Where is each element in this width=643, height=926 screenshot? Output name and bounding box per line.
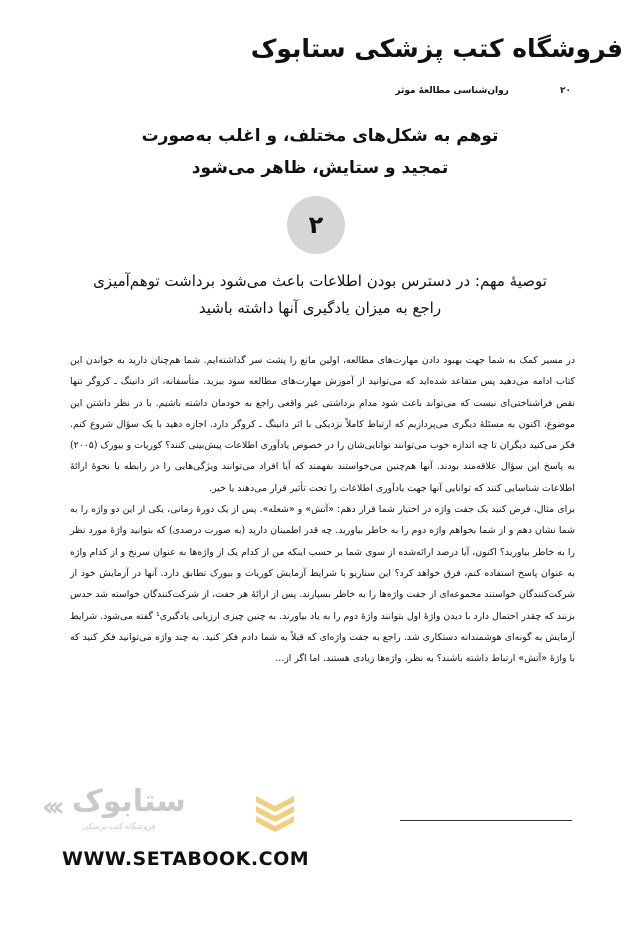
footnote-rule bbox=[400, 820, 572, 821]
chapter-number: ۲ bbox=[308, 211, 324, 239]
chapter-heading-line-2: تمجید و ستایش، ظاهر می‌شود bbox=[191, 158, 449, 178]
body-text bbox=[70, 350, 575, 669]
running-head bbox=[395, 86, 571, 96]
chapter-number-badge bbox=[287, 196, 345, 254]
page-number: ۲۰ bbox=[560, 86, 571, 96]
paragraph-1: در مسیر کمک به شما جهت بهبود دادن مهارت‌های مطالعه، اولین مانع را پشت سر گذاشته‌ایم. شما هم‌چنان دارید به خواندن این کتاب ادامه می‌دهید پس متقاعد شده‌اید که می‌توانید از آموزش مهارت‌های مطالعه سود ببرید. متأسفانه، اثر دانینگ ـ کروگر تنها نقص فراشناختی‌ای نیست که می‌تواند باعث شود مدام برداشتی غیر واقعی راجع به خودمان داشته باشیم. با در نظر داشتن این موضوع، اکنون به مسئلهٔ دیگری می‌پردازیم که ارتباط کاملاً نزدیکی با اثر دانینگ ـ کروگر دارد. اجازه دهید با یک سؤال شروع کنم. فکر می‌کنید دیگران تا چه اندازه خوب می‌توانند توانایی‌شان را در خصوص یادآوری اطلاعات پیش‌بینی کنند؟ کوریات و بیورک (۲۰۰۵) به پاسخ این سؤال علاقه‌مند بودند. آنها هم‌چنین می‌خواستند بفهمند که آیا افراد می‌توانند ویژگی‌هایی را در رابطه با نحوهٔ ارائهٔ اطلاعات شناسایی کنند که توانایی آنها جهت یادآوری اطلاعات را تحت تأثیر قرار می‌دهند یا خیر. bbox=[69, 355, 575, 494]
watermark-tagline: فروشگاه کتب پزشکی bbox=[82, 822, 156, 831]
store-title: فروشگاه کتب پزشکی ستابوک bbox=[250, 34, 623, 63]
chapter-heading-line-1: توهم به شکل‌های مختلف، و اغلب به‌صورت bbox=[141, 126, 499, 146]
chevrons-icon: ‹‹‹ bbox=[42, 790, 59, 823]
key-tip-line-2: راجع به میزان یادگیری آنها داشته باشید bbox=[198, 299, 442, 317]
key-tip-line-1: توصیهٔ مهم: در دسترس بودن اطلاعات باعث می‌شود برداشت توهم‌آمیزی bbox=[93, 272, 547, 290]
site-url: WWW.SETABOOK.COM bbox=[62, 848, 310, 870]
watermark-brand: ستابوک bbox=[72, 784, 186, 819]
key-tip bbox=[40, 268, 600, 322]
setabook-watermark bbox=[42, 782, 312, 838]
book-logo-icon bbox=[252, 788, 298, 834]
chapter-heading bbox=[60, 120, 580, 184]
running-title: روان‌شناسی مطالعهٔ موثر bbox=[395, 86, 509, 96]
paragraph-2: برای مثال، فرض کنید یک جفت واژه در اختیار شما قرار دهم: «آتش» و «شعله». پس از یک دورهٔ زمانی، یکی از این دو واژه را به شما نشان دهم و از شما بخواهم واژه دوم را به خاطر بیاورید. چه قدر اطمینان دارید (به صورت درصدی) که بتوانید واژهٔ مورد نظر را به خاطر بیاورید؟ اکنون، آیا درصد ارائه‌شده از سوی شما بر حسب اینکه من از کدام یک از واژه‌ها به عنوان سرنخ و از کدام واژه به عنوان پاسخ استفاده کنم، فرق خواهد کرد؟ این سناریو با شرایط آزمایش کوریات و بیورک تطابق دارد. آنها در آزمایش خود از شرکت‌کنندگان خواستند مجموعه‌ای از جفت واژه‌ها را به خاطر بسپارند. پس از ارائهٔ هر جفت، از شرکت‌کنندگان خواسته شد حدس بزنند که چقدر احتمال دارد با دیدن واژهٔ اول بتوانند واژهٔ دوم را به یاد بیاورند. به چنین چیزی ارزیابی یادگیری¹ گفته می‌شود. شرایط آزمایش به گونه‌ای هوشمندانه دستکاری شد. راجع به جفت واژه‌ای که قبلاً به شما دادم فکر کنید. به چند واژه می‌توانید فکر کنید که با واژهٔ «آتش» ارتباط داشته باشند؟ به نظر، واژه‌ها زیادی هستند. اما اگر از... bbox=[70, 504, 575, 665]
